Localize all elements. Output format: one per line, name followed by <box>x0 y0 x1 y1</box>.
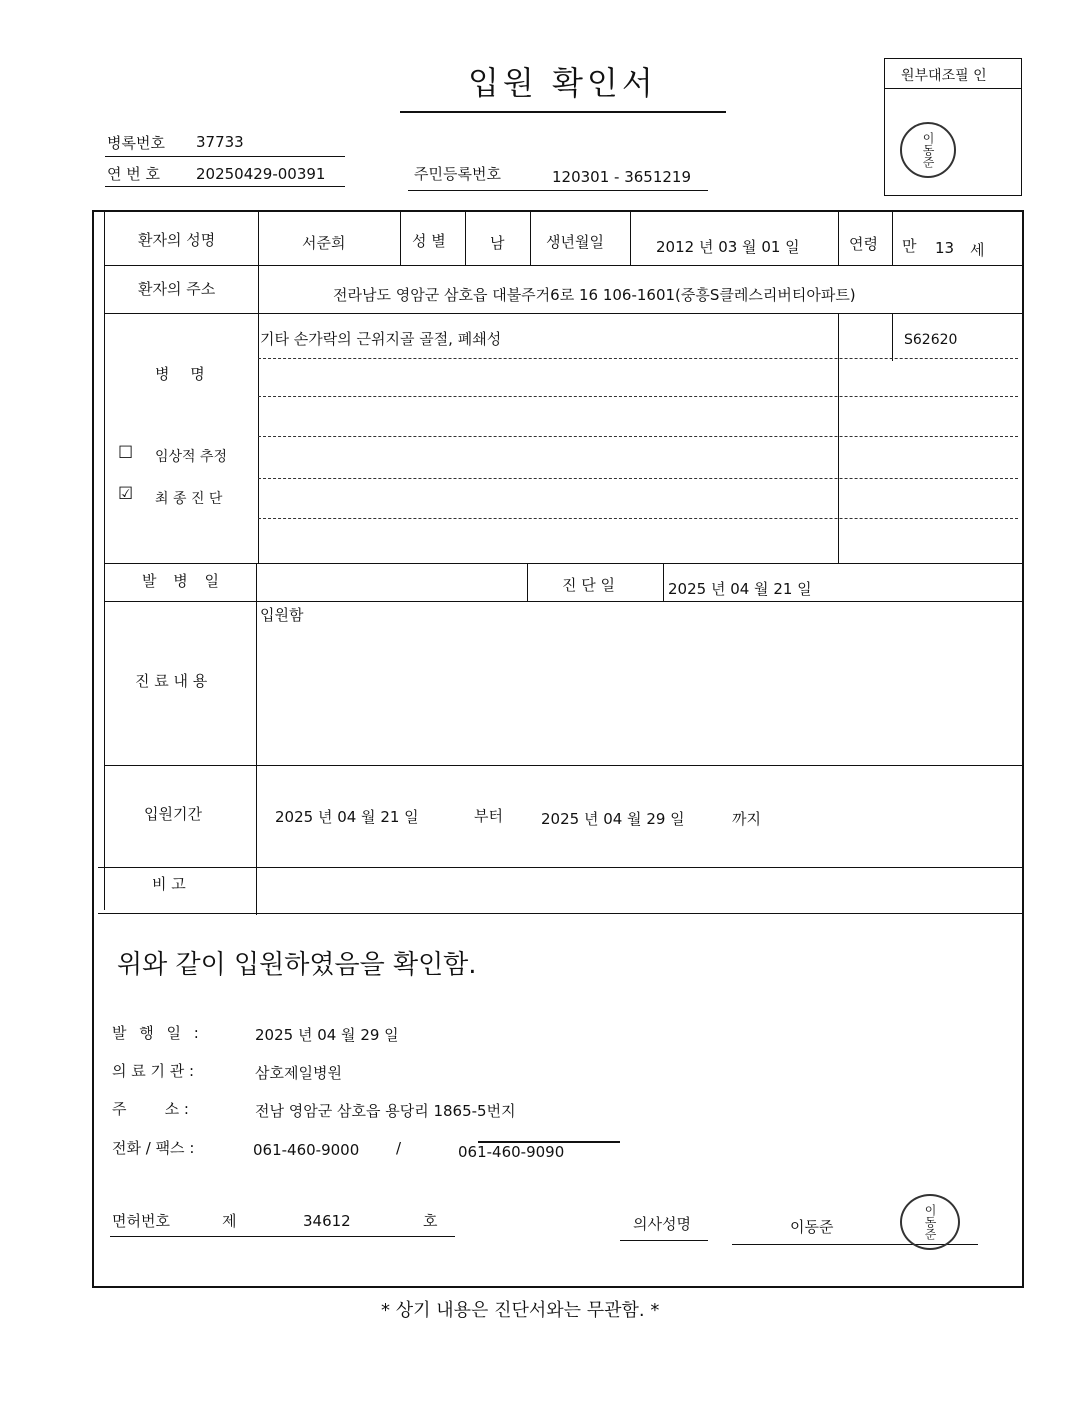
diag-date-value: 2025 년 04 월 21 일 <box>668 580 812 598</box>
title-underline <box>400 111 726 113</box>
admission-to-date: 2025 년 04 월 29 일 <box>541 810 685 828</box>
col-sex-label-left <box>400 210 401 265</box>
phone-number: 061-460-9000 <box>253 1141 360 1159</box>
patient-address: 전라남도 영암군 삼호읍 대불주거6로 16 106-1601(중흥S클레스리버티아파트) <box>333 286 856 304</box>
diagdate-label-left <box>527 563 528 601</box>
phone-fax-label: 전화 / 팩스 : <box>112 1139 195 1157</box>
onset-label: 발 병 일 <box>142 572 226 590</box>
col-dob-value-left <box>630 210 631 265</box>
admission-col-left <box>256 765 257 915</box>
treatment-label: 진 료 내 용 <box>135 672 208 690</box>
admission-to-word: 까지 <box>732 810 761 828</box>
diag-date-label: 진 단 일 <box>562 576 616 594</box>
final-diagnosis-checkbox[interactable]: ☑ <box>118 484 134 504</box>
serial-label: 연 번 호 <box>107 165 161 183</box>
page-title: 입원 확인서 <box>468 64 657 102</box>
treatment-value: 입원함 <box>260 606 304 624</box>
footer-note: * 상기 내용은 진단서와는 무관함. * <box>381 1300 660 1321</box>
rrn-underline <box>408 190 708 191</box>
age-prefix: 만 <box>902 237 917 255</box>
fax-scribble-line <box>478 1141 620 1143</box>
clinical-estimate-checkbox[interactable]: ☐ <box>118 443 134 463</box>
sex-label: 성 별 <box>412 232 446 250</box>
serial-value: 20250429-00391 <box>196 165 326 183</box>
patient-name: 서준희 <box>302 234 346 252</box>
age-suffix: 세 <box>970 241 985 259</box>
address-label: 환자의 주소 <box>138 280 216 298</box>
final-diagnosis-label: 최 종 진 단 <box>155 491 223 507</box>
seal-text: 이동준 <box>921 132 935 168</box>
record-no-label: 병록번호 <box>107 134 165 152</box>
license-label: 면허번호 <box>112 1212 170 1230</box>
row4-top <box>104 563 1022 564</box>
age-label: 연령 <box>849 235 878 253</box>
dob-label: 생년월일 <box>546 233 604 251</box>
verification-stamp-box <box>884 58 1022 196</box>
treatment-col-left <box>256 601 257 765</box>
doctor-label-underline <box>620 1240 708 1241</box>
age-value: 13 <box>935 239 955 257</box>
admission-label: 입원기간 <box>144 805 202 823</box>
stamp-box-divider <box>884 88 1022 89</box>
remarks-label: 비 고 <box>152 875 186 893</box>
admission-form <box>92 210 1024 1288</box>
admission-from-word: 부터 <box>474 807 503 825</box>
col-age-value-left <box>892 210 893 265</box>
admission-from-date: 2025 년 04 월 21 일 <box>275 808 419 826</box>
form-inner-left <box>104 210 105 910</box>
col-label-divider-a <box>258 210 259 314</box>
diag-code-col-left <box>838 313 839 563</box>
clinical-estimate-label: 임상적 추정 <box>155 449 228 465</box>
col-sex-value-left <box>465 210 466 265</box>
diagnosis-label: 병 명 <box>155 365 213 383</box>
license-underline <box>110 1236 455 1237</box>
stamp-box-label: 원부대조필 인 <box>901 68 987 84</box>
doctor-seal-icon <box>900 1194 960 1250</box>
row5-bottom <box>104 765 1022 766</box>
row4-bottom <box>104 601 1022 602</box>
institution-name: 삼호제일병원 <box>255 1064 342 1082</box>
col-dob-label-left <box>530 210 531 265</box>
institution-address-label: 주 소 : <box>112 1100 189 1118</box>
row2-bottom <box>104 313 1022 314</box>
institution-label: 의 료 기 관 : <box>112 1062 195 1080</box>
doctor-name: 이동준 <box>790 1218 834 1236</box>
row1-bottom <box>104 265 1022 266</box>
diagnosis-code: S62620 <box>904 332 958 348</box>
fax-number: 061-460-9090 <box>458 1143 565 1161</box>
record-no-underline <box>105 156 345 157</box>
rrn-value: 120301 - 3651219 <box>552 168 692 186</box>
patient-name-label: 환자의 성명 <box>138 231 216 249</box>
issue-date: 2025 년 04 월 29 일 <box>255 1026 399 1044</box>
license-suffix: 호 <box>423 1212 438 1230</box>
row6-bottom <box>98 867 1022 868</box>
rrn-label: 주민등록번호 <box>414 165 501 183</box>
institution-address: 전남 영암군 삼호읍 용당리 1865-5번지 <box>255 1102 516 1120</box>
diag-line-3 <box>258 436 1018 437</box>
diag-line-5 <box>258 518 1018 519</box>
onset-col-left <box>256 563 257 601</box>
phone-fax-separator: / <box>396 1139 402 1157</box>
dob-value: 2012 년 03 월 01 일 <box>656 238 800 256</box>
confirmation-statement: 위와 같이 입원하였음을 확인함. <box>117 950 477 980</box>
record-no-value: 37733 <box>196 133 244 151</box>
official-seal-icon <box>900 122 956 178</box>
diag-col-left <box>258 313 259 563</box>
diag-code-col-right <box>892 313 893 361</box>
issue-date-label: 발 행 일 : <box>112 1024 203 1042</box>
diag-line-4 <box>258 478 1018 479</box>
license-prefix: 제 <box>222 1212 237 1230</box>
diag-line-2 <box>258 396 1018 397</box>
col-age-label-left <box>838 210 839 265</box>
serial-underline <box>105 186 345 187</box>
license-number: 34612 <box>303 1212 351 1230</box>
doctor-seal-text: 이동준 <box>923 1204 937 1240</box>
row7-bottom <box>98 913 1022 914</box>
doctor-label: 의사성명 <box>633 1215 691 1233</box>
diagdate-value-left <box>663 563 664 601</box>
sex-value: 남 <box>490 234 505 252</box>
diag-line-1 <box>258 358 1018 359</box>
diagnosis-name: 기타 손가락의 근위지골 골절, 폐쇄성 <box>260 330 502 348</box>
